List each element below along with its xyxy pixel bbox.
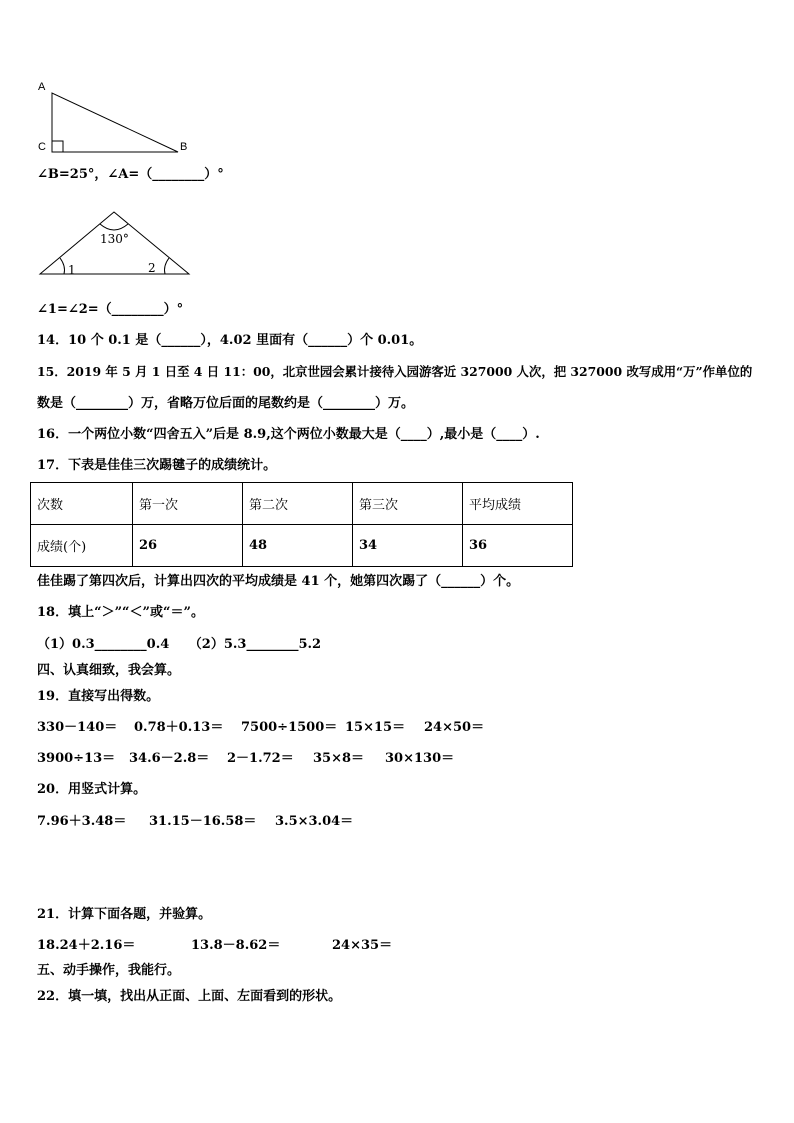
figure1-question: ∠B=25°，∠A=（________）° [37, 167, 224, 182]
calc-item: 18.24＋2.16＝ [37, 938, 136, 953]
question-17-title: 17．下表是佳佳三次踢毽子的成绩统计。 [37, 458, 277, 473]
calc-item: 330－140＝ [37, 720, 118, 735]
calc-item: 13.8－8.62＝ [191, 938, 281, 953]
question-17-followup: 佳佳踢了第四次后，计算出四次的平均成绩是 41 个，她第四次踢了（______）个。 [37, 574, 520, 589]
table-cell: 34 [353, 525, 463, 567]
calc-item: 30×130＝ [385, 751, 455, 766]
angle1-arc [60, 258, 65, 274]
table-cell: 36 [463, 525, 573, 567]
right-angle-mark [52, 141, 63, 152]
apex-angle-label: 130° [100, 232, 129, 246]
question-16: 16．一个两位小数“四舍五入”后是 8.9,这个两位小数最大是（____）,最小是（____）. [37, 427, 540, 442]
table-header-cell: 第二次 [243, 483, 353, 525]
score-table [30, 482, 573, 567]
calc-item: 0.78＋0.13＝ [134, 720, 224, 735]
right-triangle-figure [30, 78, 210, 158]
calc-item: 35×8＝ [313, 751, 365, 766]
section-4-heading: 四、认真细致，我会算。 [37, 663, 181, 678]
table-header-cell: 平均成绩 [463, 483, 573, 525]
calc-item: 15×15＝ [345, 720, 406, 735]
vertex-b-label: B [180, 141, 188, 153]
calc-item: 24×50＝ [424, 720, 485, 735]
calc-item: 31.15－16.58＝ [149, 814, 257, 829]
question-21-title: 21．计算下面各题，并验算。 [37, 907, 212, 922]
calc-item: 34.6－2.8＝ [129, 751, 210, 766]
question-18-title: 18．填上“＞”“＜”或“＝”。 [37, 605, 204, 620]
table-header-cell: 次数 [31, 483, 133, 525]
table-cell: 成绩(个) [31, 525, 133, 567]
right-triangle-shape [52, 93, 178, 152]
apex-angle-arc [100, 224, 128, 230]
calc-item: 3900÷13＝ [37, 751, 116, 766]
question-15-line1: 15．2019 年 5 月 1 日至 4 日 11：00，北京世园会累计接待入园游客近 327000 人次，把 327000 改写成用“万”作单位的 [37, 364, 753, 379]
table-header-row [31, 483, 573, 525]
question-18-items: （1）0.3________0.4 （2）5.3________5.2 [37, 637, 322, 652]
question-19-title: 19．直接写出得数。 [37, 689, 160, 704]
vertex-c-label: C [38, 141, 46, 153]
section-5-heading: 五、动手操作，我能行。 [37, 963, 181, 978]
table-header-cell: 第一次 [133, 483, 243, 525]
angle2-label: 2 [148, 261, 156, 275]
question-20-title: 20．用竖式计算。 [37, 782, 147, 797]
angle2-arc [165, 258, 170, 274]
table-cell: 48 [243, 525, 353, 567]
table-header-cell: 第三次 [353, 483, 463, 525]
question-14: 14．10 个 0.1 是（______），4.02 里面有（______）个 0.01。 [37, 333, 423, 348]
calc-item: 7.96＋3.48＝ [37, 814, 127, 829]
calc-item: 3.5×3.04＝ [275, 814, 354, 829]
obtuse-triangle-figure [38, 208, 198, 278]
figure2-question: ∠1=∠2=（________）° [37, 302, 184, 317]
vertex-a-label: A [38, 81, 46, 93]
calc-item: 24×35＝ [332, 938, 393, 953]
calc-item: 7500÷1500＝ [241, 720, 338, 735]
question-22: 22．填一填，找出从正面、上面、左面看到的形状。 [37, 989, 342, 1004]
table-row [31, 525, 573, 567]
table-cell: 26 [133, 525, 243, 567]
angle1-label: 1 [68, 263, 76, 277]
calc-item: 2－1.72＝ [227, 751, 294, 766]
question-15-line2: 数是（________）万，省略万位后面的尾数约是（________）万。 [37, 396, 415, 411]
